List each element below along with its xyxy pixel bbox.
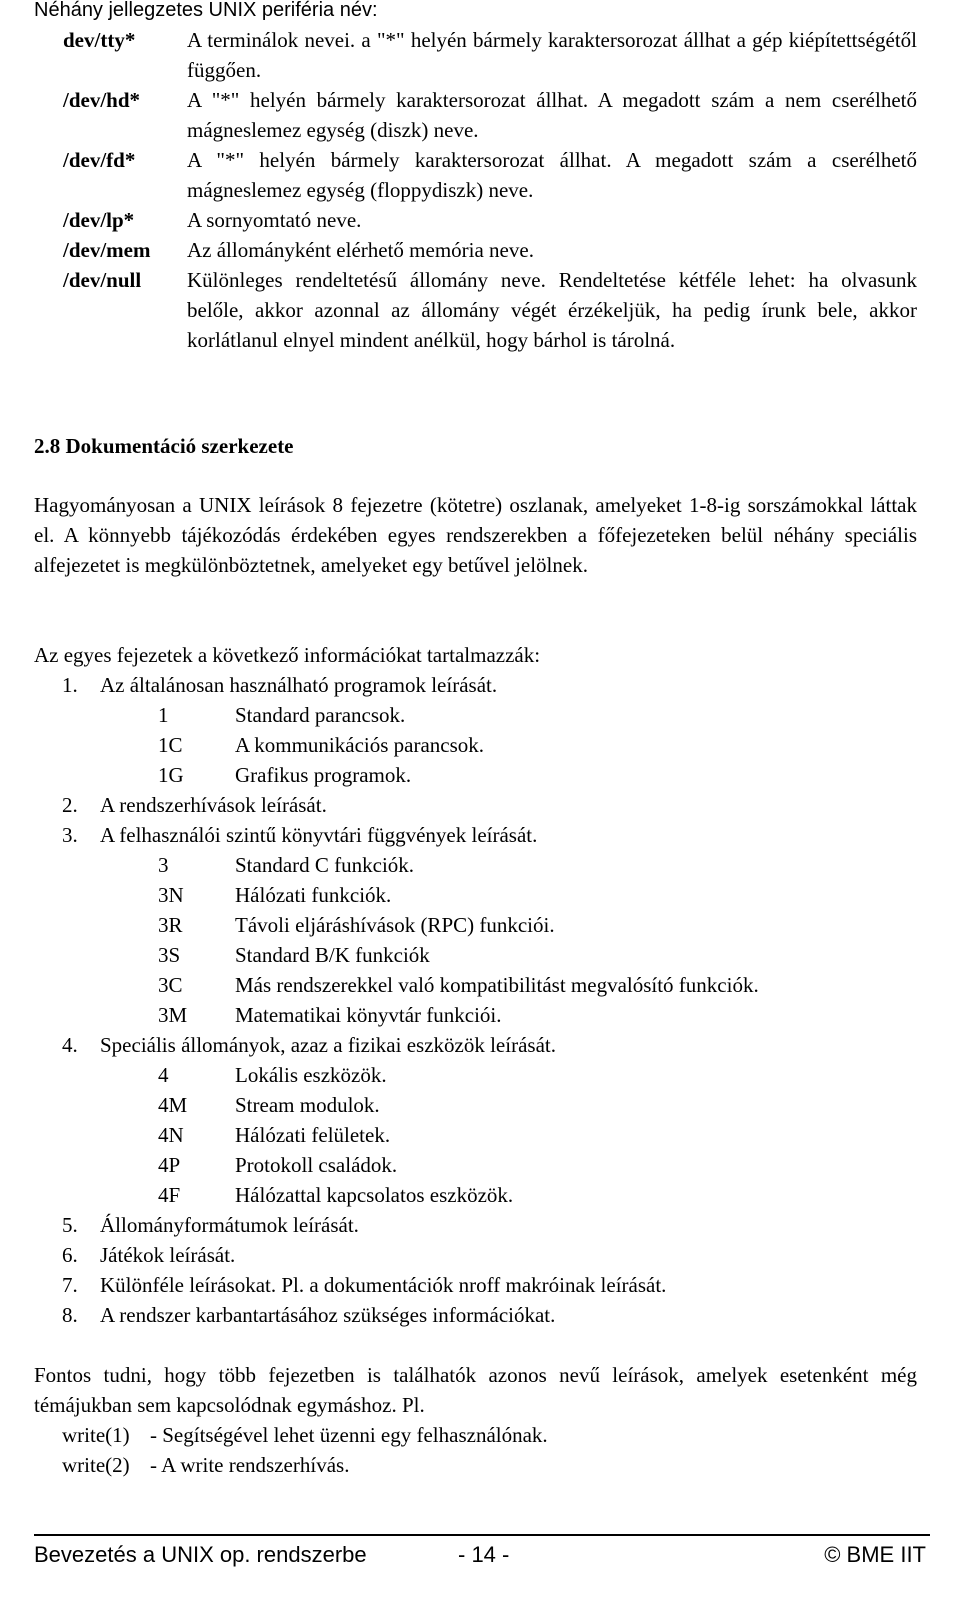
- sublist-code: 4N: [158, 1123, 184, 1147]
- list-text: Speciális állományok, azaz a fizikai eszközök leírását.: [100, 1033, 556, 1057]
- intro-text: Néhány jellegzetes UNIX periféria név:: [34, 0, 378, 21]
- list-number: 5.: [62, 1213, 78, 1237]
- sublist-code: 3S: [158, 943, 181, 967]
- sublist-code: 4F: [158, 1183, 181, 1207]
- sublist-text: Grafikus programok.: [235, 763, 412, 787]
- list-number: 3.: [62, 823, 78, 847]
- footer-copyright: © BME IIT: [824, 1542, 926, 1567]
- list-number: 2.: [62, 793, 78, 817]
- device-desc: A "*" helyén bármely karaktersorozat állhat. A megadott szám a cserélhető mágneslemez egység (floppydiszk) neve.: [187, 148, 917, 202]
- sublist-text: Standard B/K funkciók: [235, 943, 430, 967]
- list-number: 6.: [62, 1243, 78, 1267]
- sublist-text: Lokális eszközök.: [235, 1063, 387, 1087]
- sublist-code: 4: [158, 1063, 169, 1087]
- example-text: - A write rendszerhívás.: [150, 1453, 350, 1477]
- sublist-code: 4P: [158, 1153, 181, 1177]
- page-number: - 14 -: [458, 1542, 510, 1567]
- list-number: 4.: [62, 1033, 78, 1057]
- paragraph: Fontos tudni, hogy több fejezetben is találhatók azonos nevű leírások, amelyek esetenként még témájukban sem kapcsolódnak egymáshoz. Pl.: [34, 1363, 917, 1417]
- paragraph: Hagyományosan a UNIX leírások 8 fejezetre (kötetre) oszlanak, amelyeket 1-8-ig sorszámokkal láttak el. A könnyebb tájékozódás érdekében egyes rendszerekben a főfejezeteken belül néhány speciális alfejezetet is megkülönböztetnek, amelyeket egy betűvel jelölnek.: [34, 493, 917, 577]
- sublist-text: Standard C funkciók.: [235, 853, 415, 877]
- footer-divider: [34, 1534, 930, 1536]
- device-desc: Az állományként elérhető memória neve.: [187, 238, 534, 262]
- device-desc: A "*" helyén bármely karaktersorozat állhat. A megadott szám a nem cserélhető mágneslemez egység (diszk) neve.: [187, 88, 917, 142]
- sublist-text: Hálózati felületek.: [235, 1123, 391, 1147]
- device-name: /dev/hd*: [63, 88, 141, 112]
- list-text: Különféle leírásokat. Pl. a dokumentációk nroff makróinak leírását.: [100, 1273, 667, 1297]
- example-name: write(2): [62, 1453, 130, 1477]
- sublist-code: 1: [158, 703, 169, 727]
- device-name: /dev/fd*: [63, 148, 136, 172]
- device-name: /dev/mem: [63, 238, 151, 262]
- list-text: Az általánosan használható programok leírását.: [100, 673, 498, 697]
- list-number: 8.: [62, 1303, 78, 1327]
- device-name: /dev/lp*: [63, 208, 135, 232]
- sublist-code: 4M: [158, 1093, 188, 1117]
- device-desc: Különleges rendeltetésű állomány neve. Rendeltetése kétféle lehet: ha olvasunk belőle, akkor azonnal az állomány végét érzékeljük, ha pedig írunk bele, akkor korlátlanul elnyel mindent anélkül, hogy bárhol is tárolná.: [187, 268, 917, 352]
- list-text: A felhasználói szintű könyvtári függvények leírását.: [100, 823, 538, 847]
- list-text: A rendszerhívások leírását.: [100, 793, 327, 817]
- sublist-text: Más rendszerekkel való kompatibilitást megvalósító funkciók.: [235, 973, 759, 997]
- list-text: A rendszer karbantartásához szükséges információkat.: [100, 1303, 556, 1327]
- sublist-text: Távoli eljáráshívások (RPC) funkciói.: [235, 913, 555, 937]
- sublist-text: Protokoll családok.: [235, 1153, 398, 1177]
- list-text: Játékok leírását.: [100, 1243, 236, 1267]
- sublist-code: 1G: [158, 763, 184, 787]
- list-text: Állományformátumok leírását.: [100, 1213, 359, 1237]
- sublist-text: Matematikai könyvtár funkciói.: [235, 1003, 502, 1027]
- sublist-text: Hálózattal kapcsolatos eszközök.: [235, 1183, 514, 1207]
- sublist-code: 3: [158, 853, 169, 877]
- sublist-text: Standard parancsok.: [235, 703, 406, 727]
- paragraph: Az egyes fejezetek a következő információkat tartalmazzák:: [34, 643, 541, 667]
- example-name: write(1): [62, 1423, 130, 1447]
- device-name: /dev/null: [63, 268, 142, 292]
- list-number: 7.: [62, 1273, 78, 1297]
- sublist-code: 1C: [158, 733, 183, 757]
- example-text: - Segítségével lehet üzenni egy felhasználónak.: [150, 1423, 548, 1447]
- sublist-text: A kommunikációs parancsok.: [235, 733, 485, 757]
- sublist-text: Hálózati funkciók.: [235, 883, 392, 907]
- sublist-code: 3M: [158, 1003, 188, 1027]
- device-desc: A sornyomtató neve.: [187, 208, 362, 232]
- sublist-code: 3R: [158, 913, 183, 937]
- device-desc: A terminálok nevei. a "*" helyén bármely karaktersorozat állhat a gép kiépítettségétől függően.: [187, 28, 917, 82]
- section-title: 2.8 Dokumentáció szerkezete: [34, 434, 294, 458]
- sublist-text: Stream modulok.: [235, 1093, 380, 1117]
- sublist-code: 3N: [158, 883, 184, 907]
- device-name: dev/tty*: [63, 28, 136, 52]
- list-number: 1.: [62, 673, 78, 697]
- sublist-code: 3C: [158, 973, 183, 997]
- footer-title: Bevezetés a UNIX op. rendszerbe: [34, 1542, 367, 1567]
